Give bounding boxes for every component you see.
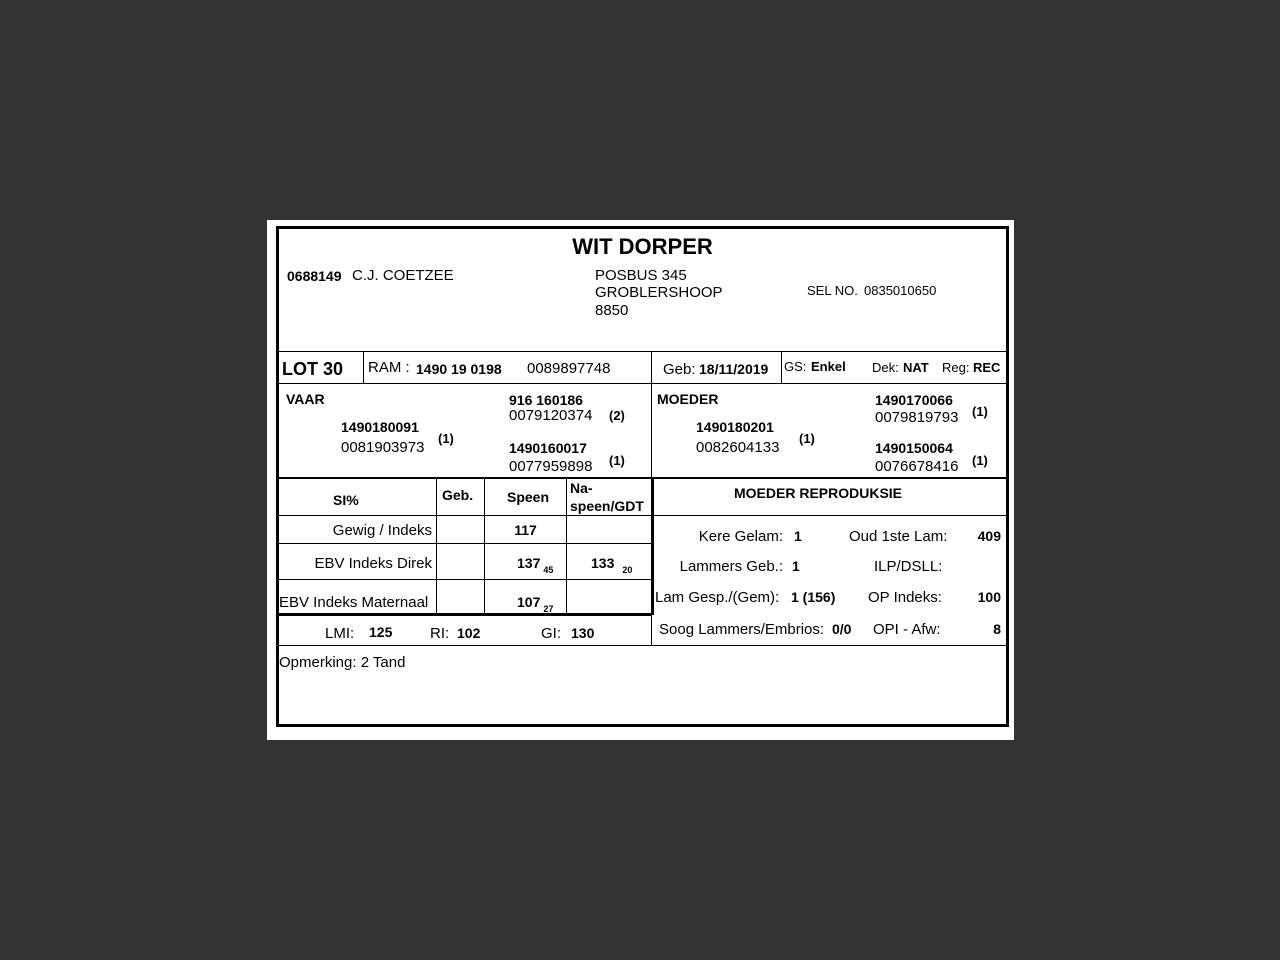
ri-value: 102	[457, 625, 481, 641]
reg-label: Reg:	[942, 360, 970, 375]
maternaal-speen-value: 107	[517, 594, 541, 610]
breed-title: WIT DORPER	[572, 234, 713, 259]
soog-value: 0/0	[832, 621, 852, 637]
rule-si-row2	[279, 579, 652, 580]
dam-sire-count: (1)	[972, 404, 988, 419]
rule-repro-title	[652, 515, 1006, 516]
vline-si-3	[566, 478, 567, 613]
rule-si-bottom	[279, 613, 652, 616]
naspeen-header-2: speen/GDT	[570, 498, 644, 514]
geb-label: Geb:	[663, 361, 696, 378]
gi-value: 130	[571, 625, 595, 641]
sire-count: (1)	[438, 431, 454, 446]
opi-afw-value: 8	[993, 621, 1001, 637]
row-gewig-speen: 117	[514, 522, 537, 538]
sire-dam-id: 1490160017	[509, 440, 587, 456]
oud-label: Oud 1ste Lam:	[849, 528, 948, 545]
sel-number: 0835010650	[864, 283, 937, 298]
sire-id: 1490180091	[341, 419, 419, 435]
dam-dam-count: (1)	[972, 453, 988, 468]
row-label-gewig: Gewig / Indeks	[332, 522, 432, 539]
dam-number: 0082604133	[696, 439, 780, 456]
lot-card	[276, 226, 1009, 727]
row-direk-speen	[517, 555, 554, 575]
lammers-geb-value: 1	[792, 558, 800, 574]
paper-sheet	[267, 220, 1014, 740]
direk-naspeen-sub: 20	[622, 565, 633, 575]
rule-header	[279, 351, 1006, 352]
dek-value: NAT	[903, 360, 929, 375]
ri-label: RI:	[430, 625, 450, 642]
oud-value: 409	[977, 528, 1001, 544]
gs-value: Enkel	[811, 359, 846, 374]
repro-title: MOEDER REPRODUKSIE	[734, 485, 903, 501]
lmi-value: 125	[369, 624, 393, 640]
sire-sire-id: 916 160186	[509, 392, 583, 408]
vline-lot	[363, 351, 364, 383]
sire-dam-number: 0077959898	[509, 458, 593, 475]
sire-sire-count: (2)	[609, 408, 625, 423]
opi-afw-label: OPI - Afw:	[873, 621, 941, 638]
gs-label: GS:	[784, 359, 807, 374]
row-direk-naspeen	[591, 555, 633, 575]
rule-pedigree	[279, 477, 1006, 479]
address-line-2: GROBLERSHOOP	[595, 284, 723, 301]
sire-number: 0081903973	[341, 439, 425, 456]
op-indeks-value: 100	[977, 589, 1001, 605]
address-line-1: POSBUS 345	[595, 267, 687, 284]
sel-label: SEL NO.	[807, 283, 858, 298]
ram-label: RAM :	[368, 359, 410, 376]
sire-sire-number: 0079120374	[509, 407, 593, 424]
reg-value: REC	[973, 360, 1001, 375]
ram-id: 1490 19 0198	[416, 361, 502, 377]
vline-si-right	[651, 478, 654, 615]
kere-gelam-label: Kere Gelam:	[698, 528, 783, 545]
sire-label: VAAR	[286, 391, 325, 407]
row-label-direk: EBV Indeks Direk	[314, 555, 432, 572]
geb-header: Geb.	[442, 487, 474, 503]
lam-gesp-value: 1 (156)	[791, 589, 836, 605]
lam-gesp-label: Lam Gesp./(Gem):	[655, 589, 780, 606]
lammers-geb-label: Lammers Geb.:	[679, 558, 783, 575]
rule-si-row1	[279, 543, 652, 544]
ilp-label: ILP/DSLL:	[874, 558, 943, 575]
dam-sire-id: 1490170066	[875, 392, 953, 408]
dam-dam-id: 1490150064	[875, 440, 953, 456]
address-line-3: 8850	[595, 302, 629, 319]
row-maternaal-speen	[517, 594, 554, 614]
soog-label: Soog Lammers/Embrios:	[659, 621, 825, 638]
direk-speen-value: 137	[517, 555, 541, 571]
dek-label: Dek:	[872, 360, 899, 375]
vline-si-2	[484, 478, 485, 613]
row-label-maternaal: EBV Indeks Maternaal	[279, 594, 429, 611]
vline-gs	[781, 351, 782, 383]
lot-label: LOT 30	[282, 359, 344, 379]
dam-dam-number: 0076678416	[875, 458, 959, 475]
vline-si-1	[436, 478, 437, 613]
speen-header: Speen	[507, 489, 550, 505]
si-header: SI%	[333, 492, 359, 508]
geb-date: 18/11/2019	[699, 361, 769, 377]
sire-dam-count: (1)	[609, 453, 625, 468]
dam-sire-number: 0079819793	[875, 409, 959, 426]
direk-naspeen-value: 133	[591, 555, 615, 571]
maternaal-speen-sub: 27	[543, 604, 554, 614]
naspeen-header-1: Na-	[570, 480, 593, 496]
rule-lot	[279, 383, 1006, 384]
gi-label: GI:	[541, 625, 562, 642]
direk-speen-sub: 45	[543, 565, 554, 575]
dam-label: MOEDER	[657, 391, 719, 407]
remark: Opmerking: 2 Tand	[279, 654, 406, 671]
dam-count: (1)	[799, 431, 815, 446]
owner-name: C.J. COETZEE	[352, 267, 454, 284]
lmi-label: LMI:	[325, 625, 355, 642]
rule-indices	[279, 645, 1006, 646]
ram-number: 0089897748	[527, 360, 611, 377]
kere-gelam-value: 1	[794, 528, 802, 544]
op-indeks-label: OP Indeks:	[868, 589, 942, 606]
dam-id: 1490180201	[696, 419, 774, 435]
owner-id: 0688149	[287, 268, 342, 284]
rule-si-head	[279, 515, 652, 516]
